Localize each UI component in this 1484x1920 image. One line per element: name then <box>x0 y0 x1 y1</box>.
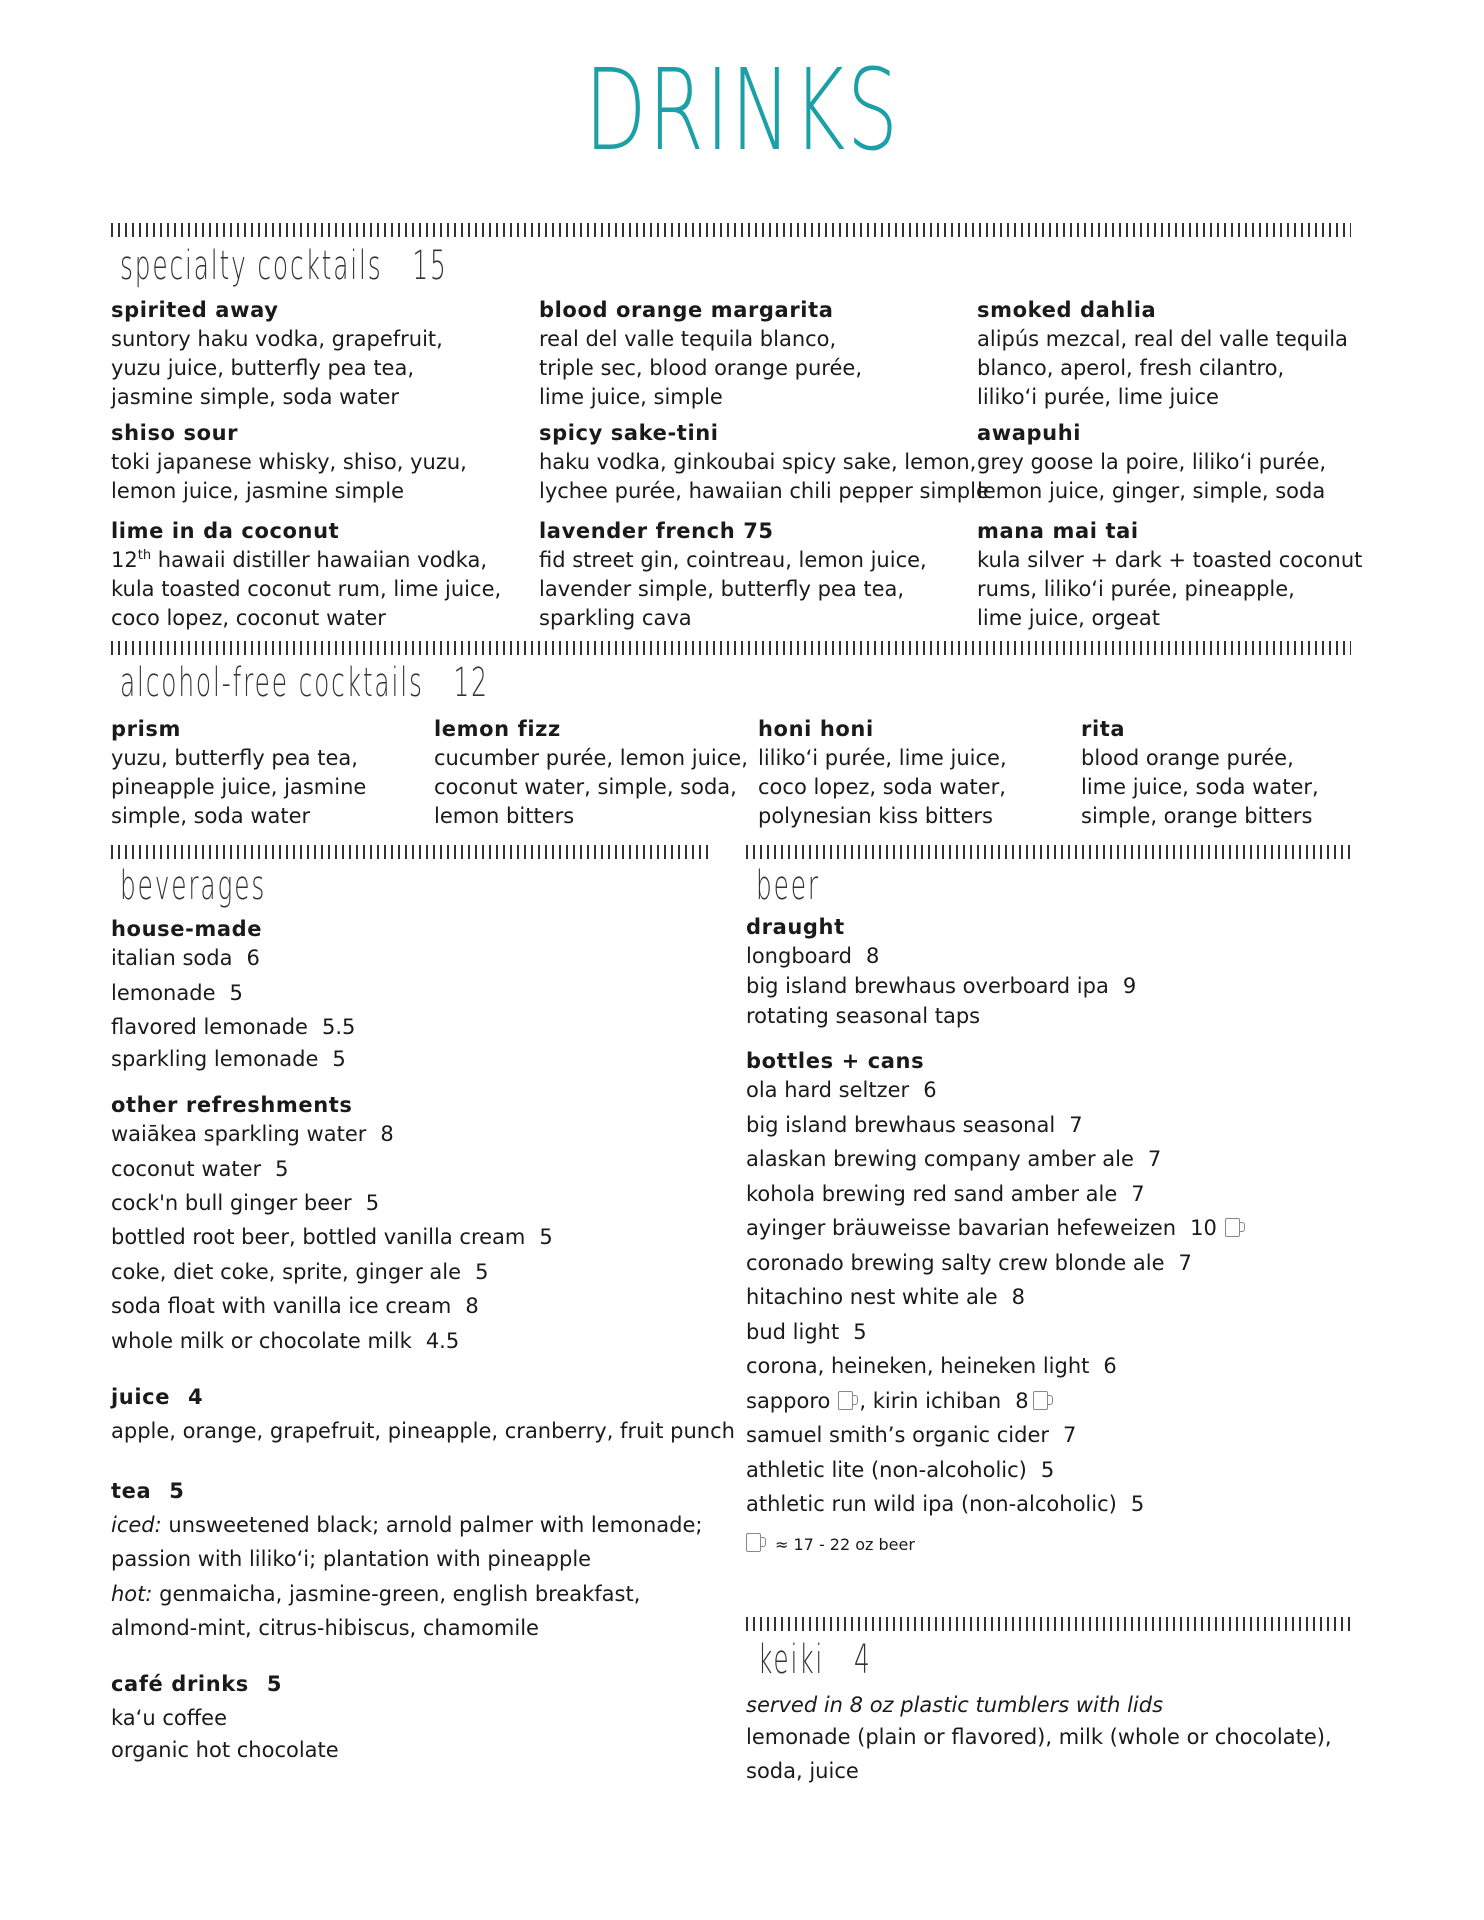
item-price: 5 <box>853 1320 867 1344</box>
item-name: kohola brewing red sand amber ale <box>746 1182 1118 1206</box>
item-price: 7 <box>1063 1423 1077 1447</box>
mug-legend <box>746 1530 915 1559</box>
item-name: shiso sour <box>111 421 239 445</box>
list-item <box>746 1490 1144 1519</box>
item-name: flavored lemonade <box>111 1015 308 1039</box>
list-item <box>746 1145 1161 1174</box>
item-name: awapuhi <box>977 421 1082 445</box>
list-item <box>746 1180 1145 1209</box>
menu-item <box>111 419 467 506</box>
item-desc: blood orange purée, lime juice, soda water, simple, orange bitters <box>1081 746 1319 828</box>
label: iced: <box>111 1513 162 1537</box>
text: almond-mint, citrus-hibiscus, chamomile <box>111 1616 539 1640</box>
item-price: 8 <box>1015 1389 1029 1413</box>
item-name: big island brewhaus seasonal <box>746 1113 1056 1137</box>
section-title: beverages <box>120 863 267 909</box>
menu-item <box>434 715 748 831</box>
list-item <box>746 1283 1025 1312</box>
item-desc: kula silver + dark + toasted coconut rums, liliko‘i purée, pineapple, lime juice, orgeat <box>977 548 1363 630</box>
large-beer-mug-icon <box>1225 1218 1240 1237</box>
list-item <box>746 1456 1054 1485</box>
subheading-other-refreshments: other refreshments <box>111 1093 353 1117</box>
item-desc: cucumber purée, lemon juice, coconut water, simple, soda, lemon bitters <box>434 746 748 828</box>
label: hot: <box>111 1582 153 1606</box>
item-name: coke, diet coke, sprite, ginger ale <box>111 1260 462 1284</box>
item-name: coconut water <box>111 1157 262 1181</box>
item-desc: yuzu, butterfly pea tea, pineapple juice, jasmine simple, soda water <box>111 746 367 828</box>
menu-item <box>111 517 501 633</box>
section-heading-alcohol-free <box>120 660 489 706</box>
item-desc: toki japanese whisky, shiso, yuzu, lemon juice, jasmine simple <box>111 450 467 503</box>
menu-item <box>977 296 1348 412</box>
tea-hot-line <box>111 1580 640 1609</box>
item-price: 5.5 <box>321 1015 356 1039</box>
list-item <box>746 1318 867 1347</box>
section-title: alcohol-free cocktails <box>120 660 424 706</box>
menu-item <box>539 419 989 506</box>
divider <box>746 1617 1354 1631</box>
section-price: 15 <box>412 243 448 289</box>
section-title: specialty cocktails <box>120 243 383 289</box>
item-desc: liliko‘i purée, lime juice, coco lopez, soda water, polynesian kiss bitters <box>758 746 1007 828</box>
section-heading-beverages <box>120 863 267 909</box>
menu-item <box>758 715 1007 831</box>
item-price: 10 <box>1190 1216 1217 1240</box>
label: café drinks <box>111 1672 249 1696</box>
item-name: sparkling lemonade <box>111 1047 319 1071</box>
tea-hot-line <box>111 1614 539 1643</box>
item-price: 6 <box>1103 1354 1117 1378</box>
list-item <box>111 1258 488 1287</box>
item-desc-sup: th <box>137 548 152 563</box>
item-name: alaskan brewing company amber ale <box>746 1147 1134 1171</box>
item-name: ola hard seltzer <box>746 1078 910 1102</box>
item-price: 8 <box>380 1122 394 1146</box>
item-name: corona, heineken, heineken light <box>746 1354 1090 1378</box>
price: 5 <box>169 1479 185 1503</box>
list-item <box>111 1120 394 1149</box>
juice-list: apple, orange, grapefruit, pineapple, cranberry, fruit punch <box>111 1419 735 1443</box>
item-name: big island brewhaus overboard ipa <box>746 974 1109 998</box>
list-item: ka‘u coffee <box>111 1706 228 1730</box>
divider <box>111 641 1351 655</box>
item-desc: alipús mezcal, real del valle tequila blanco, aperol, fresh cilantro, liliko‘i purée, lime juice <box>977 327 1348 409</box>
item-name: blood orange margarita <box>539 298 834 322</box>
list-item <box>111 1155 289 1184</box>
item-name: rita <box>1081 717 1126 741</box>
item-name: coronado brewing salty crew blonde ale <box>746 1251 1165 1275</box>
menu-item <box>539 296 862 412</box>
item-name: lemon fizz <box>434 717 561 741</box>
divider <box>746 845 1354 859</box>
item-desc-pre: 12 <box>111 548 138 572</box>
item-price: 7 <box>1147 1147 1162 1171</box>
item-price: 8 <box>865 944 880 968</box>
large-beer-mug-icon <box>838 1391 853 1410</box>
list-item <box>111 979 243 1008</box>
item-desc: haku vodka, ginkoubai spicy sake, lemon, lychee purée, hawaiian chili pepper simple <box>539 450 989 503</box>
item-price: 5 <box>1130 1492 1145 1516</box>
item-price: 7 <box>1178 1251 1192 1275</box>
item-price: 5 <box>539 1225 553 1249</box>
item-name: athletic lite (non-alcoholic) <box>746 1458 1027 1482</box>
subheading-cafe-drinks <box>111 1670 282 1699</box>
item-price: 5 <box>332 1047 346 1071</box>
section-title: beer <box>756 863 820 909</box>
item-name: lavender french 75 <box>539 519 774 543</box>
item-price: 9 <box>1122 974 1137 998</box>
list-item <box>111 944 260 973</box>
list-item <box>746 1352 1117 1381</box>
list-item <box>111 1045 346 1074</box>
subheading-juice <box>111 1383 203 1412</box>
item-name: spirited away <box>111 298 279 322</box>
list-item <box>111 1013 355 1042</box>
keiki-line: lemonade (plain or flavored), milk (whole or chocolate), <box>746 1725 1332 1749</box>
item-name: longboard <box>746 944 852 968</box>
large-beer-mug-icon <box>746 1533 761 1552</box>
list-item <box>746 1214 1240 1243</box>
keiki-line: soda, juice <box>746 1759 859 1783</box>
list-item <box>111 1292 479 1321</box>
list-item <box>746 1111 1083 1140</box>
item-name: waiākea sparkling water <box>111 1122 367 1146</box>
item-name: italian soda <box>111 946 233 970</box>
item-desc <box>111 546 501 633</box>
subheading-draught: draught <box>746 915 845 939</box>
item-name: mana mai tai <box>977 519 1139 543</box>
list-item <box>746 1002 980 1031</box>
item-desc: real del valle tequila blanco, triple sec, blood orange purée, lime juice, simple <box>539 327 862 409</box>
item-price: 6 <box>246 946 260 970</box>
menu-item <box>977 517 1362 633</box>
divider <box>111 845 711 859</box>
item-desc: fid street gin, cointreau, lemon juice, lavender simple, butterfly pea tea, sparkling cava <box>539 548 927 630</box>
text: passion with liliko‘i; plantation with pineapple <box>111 1547 592 1571</box>
price: 4 <box>188 1385 204 1409</box>
list-item <box>111 1189 379 1218</box>
menu-item <box>111 715 366 831</box>
item-name: hitachino nest white ale <box>746 1285 998 1309</box>
item-desc-rest: hawaii distiller hawaiian vodka, kula toasted coconut rum, lime juice, coco lopez, coconut water <box>111 548 502 630</box>
subheading-bottles-cans: bottles + cans <box>746 1049 925 1073</box>
item-name: whole milk or chocolate milk <box>111 1329 412 1353</box>
item-name: , kirin ichiban <box>859 1389 1002 1413</box>
item-price: 7 <box>1069 1113 1083 1137</box>
item-name: athletic run wild ipa (non-alcoholic) <box>746 1492 1117 1516</box>
item-price: 5 <box>475 1260 489 1284</box>
menu-item <box>1081 715 1319 831</box>
section-heading-keiki <box>758 1637 872 1683</box>
label: tea <box>111 1479 152 1503</box>
item-name: smoked dahlia <box>977 298 1157 322</box>
item-name: lime in da coconut <box>111 519 340 543</box>
text: unsweetened black; arnold palmer with lemonade; <box>161 1513 703 1537</box>
item-desc: grey goose la poire, liliko‘i purée, lemon juice, ginger, simple, soda <box>977 450 1327 503</box>
item-name: honi honi <box>758 717 874 741</box>
item-price: 5 <box>275 1157 289 1181</box>
keiki-note: served in 8 oz plastic tumblers with lids <box>746 1693 1164 1717</box>
price: 5 <box>266 1672 283 1696</box>
item-name: prism <box>111 717 181 741</box>
item-price: 6 <box>923 1078 937 1102</box>
section-heading-beer <box>756 863 820 909</box>
menu-item <box>977 419 1326 506</box>
text: genmaicha, jasmine-green, english breakfast, <box>152 1582 641 1606</box>
subheading-tea <box>111 1477 184 1506</box>
item-name: samuel smith’s organic cider <box>746 1423 1050 1447</box>
item-price: 5 <box>365 1191 380 1215</box>
section-price: 4 <box>853 1637 872 1683</box>
list-item <box>746 942 879 971</box>
item-price: 5 <box>1040 1458 1055 1482</box>
page-title: DRINKS <box>584 46 900 176</box>
section-price: 12 <box>453 660 489 706</box>
item-name: bottled root beer, bottled vanilla cream <box>111 1225 526 1249</box>
item-name: bud light <box>746 1320 840 1344</box>
item-name: ayinger bräuweisse bavarian hefeweizen <box>746 1216 1177 1240</box>
list-item <box>746 1076 937 1105</box>
item-name: rotating seasonal taps <box>746 1004 981 1028</box>
item-desc: suntory haku vodka, grapefruit, yuzu juice, butterfly pea tea, jasmine simple, soda water <box>111 327 443 409</box>
section-heading-specialty <box>120 243 448 289</box>
subheading-house-made: house-made <box>111 917 263 941</box>
legend-text: ≈ 17 - 22 oz beer <box>775 1535 915 1554</box>
list-item: organic hot chocolate <box>111 1738 339 1762</box>
item-name: cock'n bull ginger beer <box>111 1191 352 1215</box>
divider <box>111 223 1351 237</box>
list-item <box>746 972 1136 1001</box>
list-item <box>746 1421 1076 1450</box>
item-name: soda float with vanilla ice cream <box>111 1294 452 1318</box>
list-item <box>746 1387 1048 1416</box>
label: juice <box>111 1385 171 1409</box>
item-name: lemonade <box>111 981 216 1005</box>
large-beer-mug-icon <box>1033 1391 1048 1410</box>
item-price: 7 <box>1131 1182 1145 1206</box>
item-price: 5 <box>229 981 243 1005</box>
menu-item <box>539 517 927 633</box>
menu-item <box>111 296 443 412</box>
item-price: 8 <box>1011 1285 1025 1309</box>
section-title: keiki <box>758 1637 825 1683</box>
list-item <box>111 1327 459 1356</box>
tea-iced-line <box>111 1545 591 1574</box>
list-item <box>111 1223 553 1252</box>
item-price: 8 <box>465 1294 479 1318</box>
list-item <box>746 1249 1192 1278</box>
item-price: 4.5 <box>425 1329 460 1353</box>
item-name: spicy sake-tini <box>539 421 719 445</box>
item-name: sapporo <box>746 1389 831 1413</box>
tea-iced-line <box>111 1511 703 1540</box>
